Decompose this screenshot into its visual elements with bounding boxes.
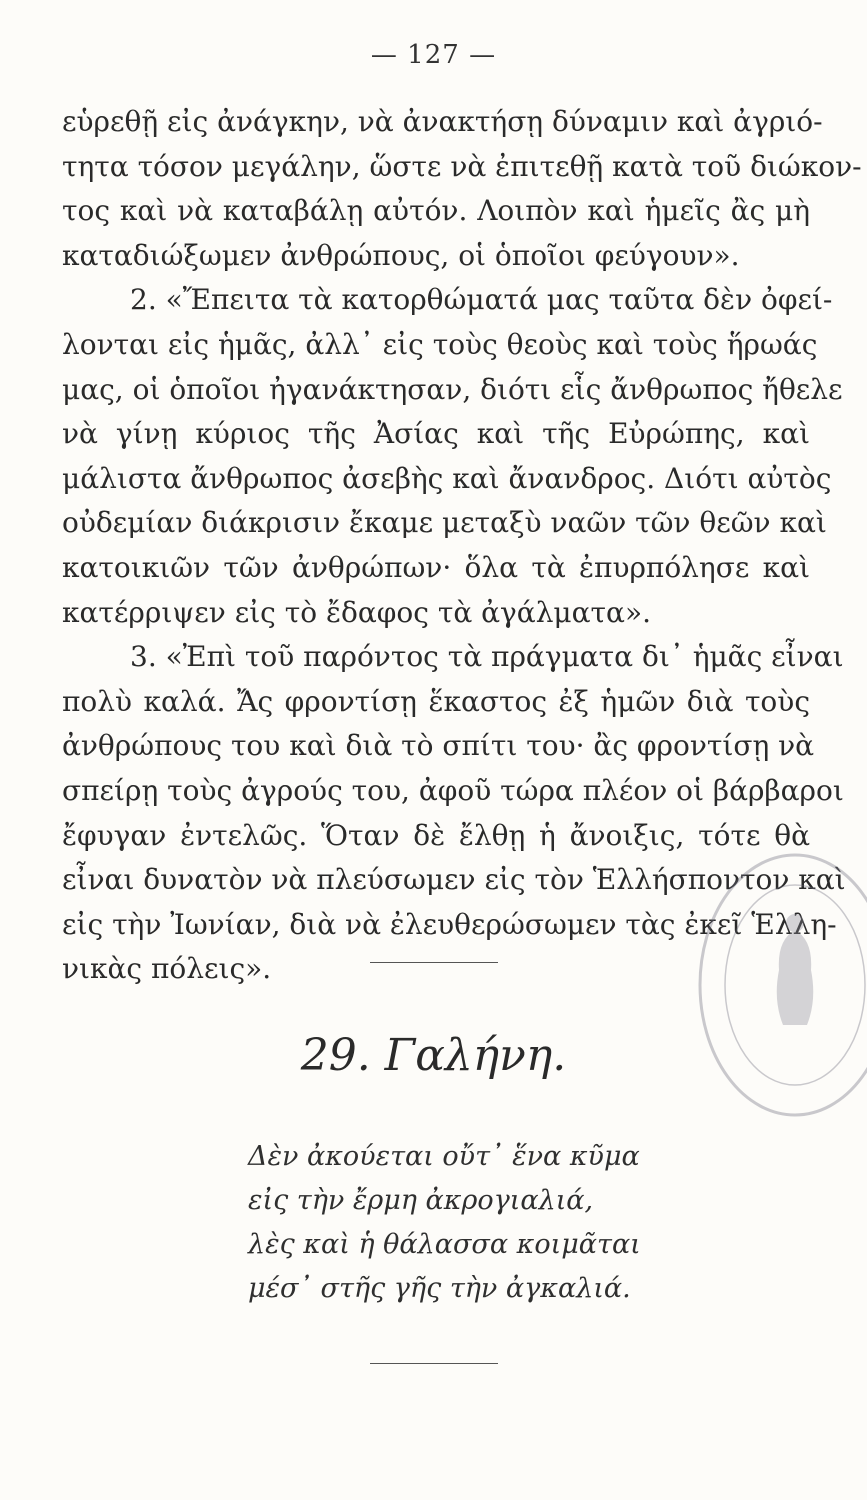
text-line: μάλιστα ἄνθρωπος ἀσεβὴς καὶ ἄνανδρος. Διότι αὐτὸς	[62, 461, 832, 495]
text-line: 3. «Ἐπὶ τοῦ παρόντος τὰ πράγματα δι᾿ ἡμᾶς εἶναι	[130, 640, 844, 674]
page-number: — 127 —	[370, 40, 497, 70]
library-stamp	[680, 835, 867, 1135]
text-line: νικὰς πόλεις».	[62, 952, 272, 986]
text-line: νὰ γίνῃ κύριος τῆς Ἀσίας καὶ τῆς Εὐρώπης, καὶ	[62, 417, 810, 451]
text-line: τος καὶ νὰ καταβάλῃ αὐτόν. Λοιπὸν καὶ ἡμεῖς ἂς μὴ	[62, 194, 810, 228]
text-line: εἶναι δυνατὸν νὰ πλεύσωμεν εἰς τὸν Ἑλλήσποντον καὶ	[62, 863, 846, 897]
poem-line: λὲς καὶ ἡ θάλασσα κοιμᾶται	[248, 1229, 641, 1260]
poem	[248, 1135, 641, 1311]
end-divider	[370, 1363, 498, 1364]
text-line: εὑρεθῇ εἰς ἀνάγκην, νὰ ἀνακτήσῃ δύναμιν καὶ ἀγριό-	[62, 105, 823, 138]
text-line: σπείρῃ τοὺς ἀγρούς του, ἀφοῦ τώρα πλέον οἱ βάρβαροι	[62, 773, 844, 807]
text-line: εἰς τὴν Ἰωνίαν, διὰ νὰ ἐλευθερώσωμεν τὰς ἐκεῖ Ἑλλη-	[62, 907, 837, 941]
text-line: καταδιώξωμεν ἀνθρώπους, οἱ ὁποῖοι φεύγουν».	[62, 238, 740, 272]
poem-line: μέσ᾿ στῆς γῆς τὴν ἀγκαλιά.	[248, 1273, 631, 1304]
text-line: ἀνθρώπους του καὶ διὰ τὸ σπίτι του· ἂς φροντίσῃ νὰ	[62, 729, 815, 763]
text-line: πολὺ καλά. Ἄς φροντίσῃ ἕκαστος ἐξ ἡμῶν διὰ τοὺς	[62, 684, 810, 718]
text-line: μας, οἱ ὁποῖοι ἠγανάκτησαν, διότι εἷς ἄνθρωπος ἤθελε	[62, 372, 843, 406]
text-line: κατοικιῶν τῶν ἀνθρώπων· ὅλα τὰ ἐπυρπόλησε καὶ	[62, 550, 810, 584]
text-line: οὐδεμίαν διάκρισιν ἔκαμε μεταξὺ ναῶν τῶν θεῶν καὶ	[62, 506, 827, 540]
text-line: ἔφυγαν ἐντελῶς. Ὅταν δὲ ἔλθῃ ἡ ἄνοιξις, τότε θὰ	[62, 818, 810, 852]
text-line: τητα τόσον μεγάλην, ὥστε νὰ ἐπιτεθῇ κατὰ τοῦ διώκον-	[62, 149, 862, 183]
poem-line: εἰς τὴν ἔρμη ἀκρογιαλιά,	[248, 1185, 594, 1216]
text-line: λονται εἰς ἡμᾶς, ἀλλ᾿ εἰς τοὺς θεοὺς καὶ τοὺς ἥρωάς	[62, 327, 818, 361]
text-line: κατέρριψεν εἰς τὸ ἔδαφος τὰ ἀγάλματα».	[62, 595, 651, 629]
section-divider	[370, 962, 498, 963]
text-line: 2. «Ἔπειτα τὰ κατορθώματά μας ταῦτα δὲν ὀφεί-	[130, 283, 833, 317]
poem-title: 29. Γαλήνη.	[300, 1030, 567, 1081]
poem-line: Δὲν ἀκούεται οὔτ᾿ ἕνα κῦμα	[248, 1141, 640, 1172]
